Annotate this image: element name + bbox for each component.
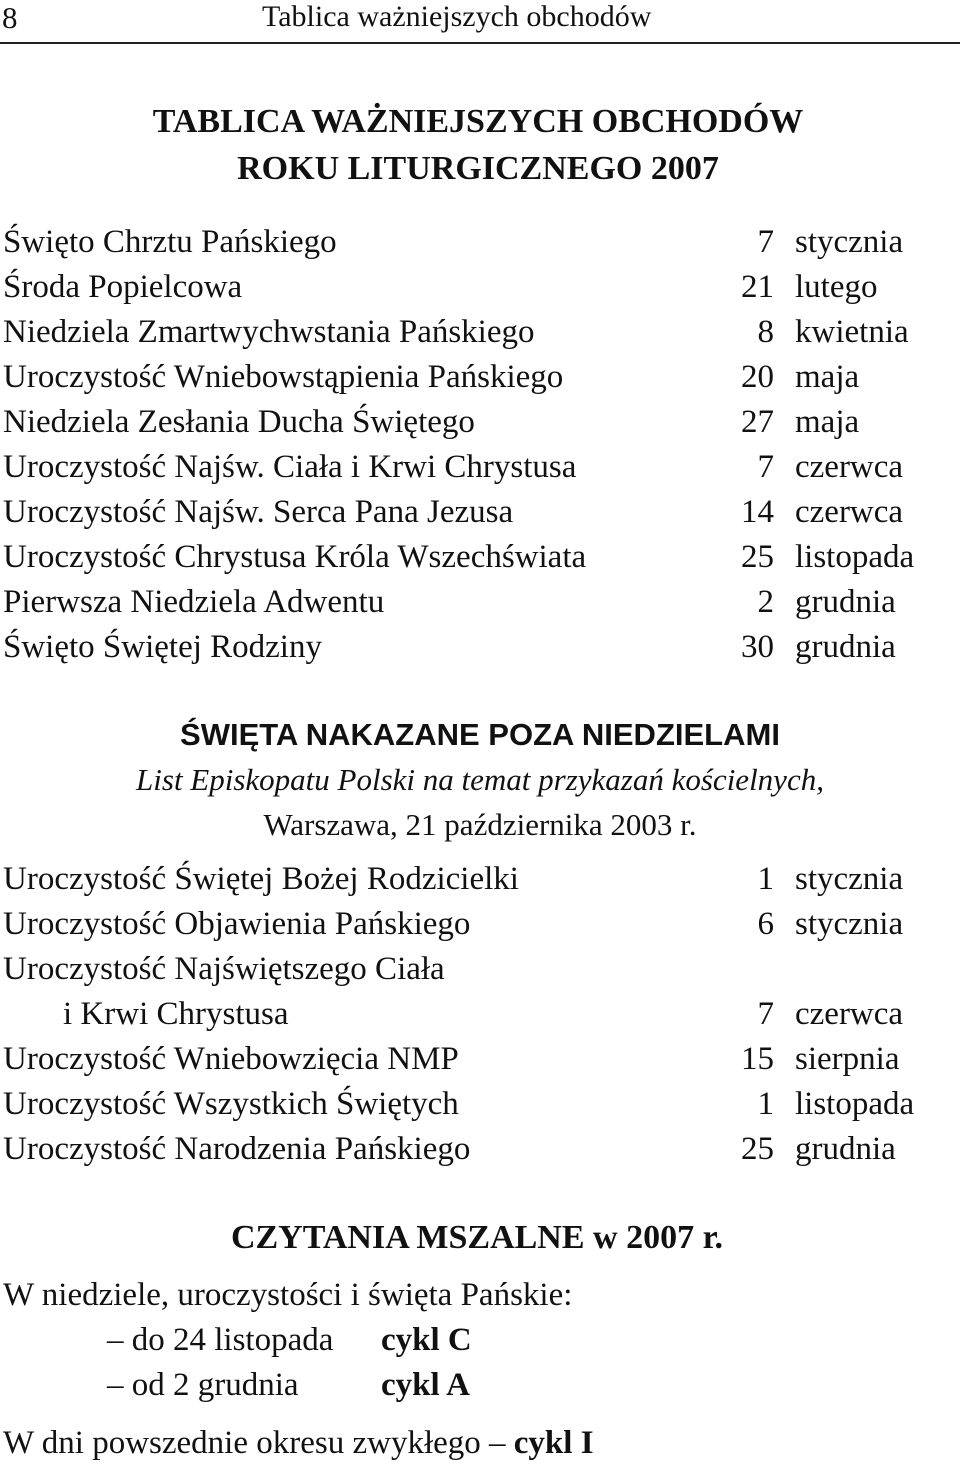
celebration-day: 8 [757, 314, 774, 350]
running-title: Tablica ważniejszych obchodów [262, 0, 652, 33]
holy-day-name: Uroczystość Wszystkich Świętych [3, 1086, 459, 1122]
celebration-month: czerwca [795, 449, 904, 485]
table-row [0, 857, 960, 902]
holy-day-day: 1 [757, 1086, 774, 1122]
table-row [0, 580, 960, 625]
holy-day-day: 1 [757, 861, 774, 897]
table-row [0, 625, 960, 670]
readings-cycle: cykl C [381, 1322, 472, 1358]
holy-day-name-continuation: i Krwi Chrystusa [63, 996, 289, 1032]
running-header [0, 0, 960, 44]
celebration-name: Uroczystość Najśw. Serca Pana Jezusa [3, 494, 514, 530]
table-row [0, 1082, 960, 1127]
table-row [0, 535, 960, 580]
celebration-name: Uroczystość Najśw. Ciała i Krwi Chrystusa [3, 449, 577, 485]
celebration-month: lutego [795, 269, 878, 305]
celebration-month: listopada [795, 539, 915, 575]
celebration-month: grudnia [795, 584, 896, 620]
holy-days-title: ŚWIĘTA NAKAZANE POZA NIEDZIELAMI [180, 717, 780, 752]
holy-day-name: Uroczystość Wniebowzięcia NMP [3, 1041, 459, 1077]
table-row [0, 1127, 960, 1172]
table-row [0, 400, 960, 445]
holy-day-day: 25 [741, 1131, 774, 1167]
celebration-name: Niedziela Zmartwychwstania Pańskiego [3, 314, 535, 350]
readings-period: – do 24 listopada [107, 1322, 334, 1358]
holy-day-name: Uroczystość Objawienia Pańskiego [3, 906, 471, 942]
holy-days-date: Warszawa, 21 października 2003 r. [263, 807, 697, 842]
celebration-month: maja [795, 359, 860, 395]
celebration-name: Uroczystość Chrystusa Króla Wszechświata [3, 539, 587, 575]
celebration-month: kwietnia [795, 314, 909, 350]
table-row [0, 445, 960, 490]
celebration-day: 21 [741, 269, 774, 305]
holy-day-month: czerwca [795, 996, 904, 1032]
table-row [0, 355, 960, 400]
holy-day-month: grudnia [795, 1131, 896, 1167]
readings-cycle: cykl A [381, 1367, 470, 1403]
table-row [0, 310, 960, 355]
holy-day-day: 15 [741, 1041, 774, 1077]
celebration-name: Niedziela Zesłania Ducha Świętego [3, 404, 475, 440]
celebration-name: Pierwsza Niedziela Adwentu [3, 584, 385, 620]
holy-day-name: Uroczystość Najświętszego Ciała [3, 951, 445, 987]
readings-weekdays-label: W dni powszednie okresu zwykłego – [3, 1425, 506, 1461]
readings-weekdays-cycle: cykl I [513, 1425, 594, 1461]
main-title-line-1: TABLICA WAŻNIEJSZYCH OBCHODÓW [152, 103, 804, 140]
celebration-day: 7 [757, 449, 774, 485]
readings-sundays-label: W niedziele, uroczystości i święta Pańskie: [3, 1277, 573, 1313]
celebration-day: 7 [757, 224, 774, 260]
holy-day-name: Uroczystość Narodzenia Pańskiego [3, 1131, 471, 1167]
table-row [0, 265, 960, 310]
table-row [0, 947, 960, 992]
celebration-month: stycznia [795, 224, 904, 260]
celebration-month: maja [795, 404, 860, 440]
celebration-day: 27 [741, 404, 774, 440]
table-row [0, 220, 960, 265]
holy-day-day: 6 [757, 906, 774, 942]
celebration-name: Środa Popielcowa [3, 269, 243, 305]
table-row [0, 490, 960, 535]
celebration-day: 14 [741, 494, 774, 530]
table-row [0, 1037, 960, 1082]
celebration-name: Uroczystość Wniebowstąpienia Pańskiego [3, 359, 564, 395]
page-number: 8 [2, 0, 18, 35]
holy-day-month: listopada [795, 1086, 915, 1122]
celebration-name: Święto Chrztu Pańskiego [3, 224, 337, 260]
readings-weekdays-line [3, 1421, 594, 1466]
holy-day-name: Uroczystość Świętej Bożej Rodzicielki [3, 861, 519, 897]
celebration-day: 2 [757, 584, 774, 620]
celebration-day: 25 [741, 539, 774, 575]
readings-title: CZYTANIA MSZALNE w 2007 r. [230, 1219, 724, 1256]
holy-day-month: sierpnia [795, 1041, 900, 1077]
main-title-line-2: ROKU LITURGICZNEGO 2007 [237, 150, 719, 187]
readings-period: – od 2 grudnia [107, 1367, 299, 1403]
celebration-day: 20 [741, 359, 774, 395]
holy-day-month: stycznia [795, 906, 904, 942]
table-row [0, 902, 960, 947]
holy-days-subtitle: List Episkopatu Polski na temat przykazań kościelnych, [136, 762, 824, 797]
holy-day-month: stycznia [795, 861, 904, 897]
celebration-month: grudnia [795, 629, 896, 665]
celebration-month: czerwca [795, 494, 904, 530]
holy-day-day: 7 [757, 996, 774, 1032]
table-row [0, 992, 960, 1037]
celebration-day: 30 [741, 629, 774, 665]
celebration-name: Święto Świętej Rodziny [3, 629, 322, 665]
